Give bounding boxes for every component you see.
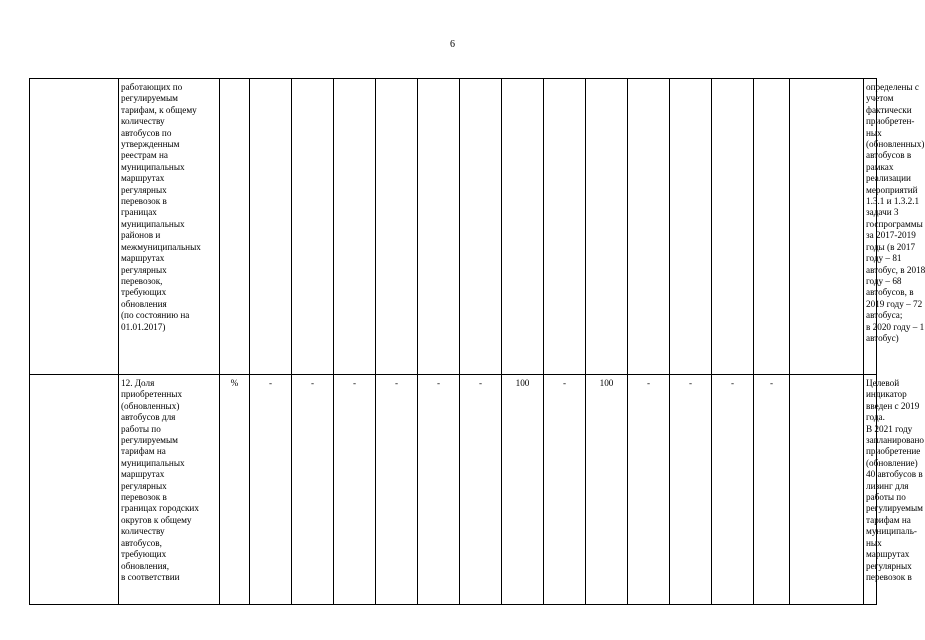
value-cell — [376, 79, 418, 375]
note-line: учетом — [866, 93, 894, 104]
value-cell: 100 — [586, 375, 628, 605]
value-cell: 100 — [502, 375, 544, 605]
indicator-line: реестрам на — [121, 150, 168, 161]
row-label-cell — [30, 375, 119, 605]
value-cell — [460, 79, 502, 375]
value-cell: - — [712, 375, 754, 605]
value-cell — [292, 79, 334, 375]
indicator-line: утвержденным — [121, 139, 180, 150]
value-cell — [790, 375, 864, 605]
value-cell — [586, 79, 628, 375]
value-cell — [502, 79, 544, 375]
note-line: регулируемым — [866, 503, 923, 514]
note-line: В 2021 году — [866, 423, 913, 434]
note-line: автобус, в 2018 — [866, 264, 925, 275]
value-cell — [754, 79, 790, 375]
note-line: автобуса; — [866, 310, 903, 321]
indicator-line: маршрутах — [121, 253, 165, 264]
note-line: рамках — [866, 161, 894, 172]
note-line: реализации — [866, 173, 911, 184]
indicator-line: работающих по — [121, 82, 183, 92]
note-line: работы по — [866, 492, 906, 503]
unit-cell — [220, 79, 250, 375]
note-line: 2019 году – 72 — [866, 298, 923, 309]
indicator-line: районов и — [121, 230, 161, 241]
note-line: фактически — [866, 104, 912, 115]
indicator-line: работы по — [121, 423, 161, 434]
indicator-line: перевозок в — [121, 492, 167, 503]
note-line: индикатор — [866, 389, 907, 400]
indicator-line: требующих — [121, 287, 167, 298]
note-line: году – 68 — [866, 275, 902, 286]
indicator-line: маршрутах — [121, 173, 165, 184]
indicator-line: (обновленных) — [121, 400, 180, 411]
value-cell: - — [460, 375, 502, 605]
value-cell: - — [670, 375, 712, 605]
indicator-line: регулируемым — [121, 435, 178, 446]
indicator-line: автобусов, — [121, 537, 162, 548]
indicator-line: муниципальных — [121, 218, 185, 229]
note-line: автобусов в — [866, 150, 912, 161]
page-number: 6 — [450, 39, 455, 50]
value-cell: - — [418, 375, 460, 605]
value-cell — [712, 79, 754, 375]
note-line: Целевой — [866, 378, 900, 388]
note-line: года. — [866, 412, 885, 423]
note-line: в 2020 году – 1 — [866, 321, 925, 332]
note-line: госпрограммы — [866, 218, 923, 229]
note-line: приобретение — [866, 446, 921, 457]
value-cell: - — [334, 375, 376, 605]
note-line: задачи 3 — [866, 207, 899, 218]
indicator-line: тарифам на — [121, 446, 166, 457]
value-cell — [334, 79, 376, 375]
indicator-line: автобусов для — [121, 412, 176, 423]
note-line: лизинг для — [866, 480, 909, 491]
table-row — [30, 375, 877, 605]
indicator-line: обновления — [121, 298, 167, 309]
note-line: приобретен- — [866, 116, 915, 127]
table-row — [30, 79, 877, 375]
indicator-line: тарифам, к общему — [121, 104, 197, 115]
note-line: годы (в 2017 — [866, 241, 916, 252]
value-cell — [628, 79, 670, 375]
note-line: 1.3.1 и 1.3.2.1 — [866, 196, 920, 207]
indicator-line: округов к общему — [121, 514, 192, 525]
value-cell: - — [544, 375, 586, 605]
value-cell: - — [376, 375, 418, 605]
indicator-cell — [119, 79, 220, 375]
indicator-line: регулярных — [121, 264, 167, 275]
note-line: году – 81 — [866, 253, 902, 264]
indicator-line: автобусов по — [121, 127, 172, 138]
indicator-line: муниципальных — [121, 161, 185, 172]
indicator-line: приобретенных — [121, 389, 183, 400]
note-line: автобус) — [866, 332, 899, 343]
value-cell — [544, 79, 586, 375]
value-cell: - — [250, 375, 292, 605]
indicator-line: количеству — [121, 116, 165, 127]
indicator-line: 01.01.2017) — [121, 321, 166, 332]
indicator-line: перевозок в — [121, 196, 167, 207]
note-line: муниципаль- — [866, 526, 917, 537]
note-line: ных — [866, 127, 882, 138]
note-line: мероприятий — [866, 184, 918, 195]
note-cell — [864, 375, 924, 605]
value-cell: - — [754, 375, 790, 605]
note-line: определены с — [866, 82, 919, 92]
note-line: (обновленных) — [866, 139, 925, 150]
indicator-line: регулярных — [121, 184, 167, 195]
indicator-line: количеству — [121, 526, 165, 537]
value-cell — [250, 79, 292, 375]
indicator-cell — [119, 375, 220, 605]
value-cell: - — [628, 375, 670, 605]
indicators-table — [29, 78, 925, 605]
value-cell — [790, 79, 864, 375]
indicator-line: регулируемым — [121, 93, 178, 104]
note-line: тарифам на — [866, 514, 911, 525]
indicator-line: границах — [121, 207, 157, 218]
note-line: 40 автобусов в — [866, 469, 923, 480]
note-line: регулярных — [866, 560, 912, 571]
indicator-line: 12. Доля — [121, 378, 155, 388]
indicator-line: границах городских — [121, 503, 199, 514]
unit-cell: % — [220, 375, 250, 605]
indicator-line: обновления, — [121, 560, 170, 571]
note-line: автобусов, в — [866, 287, 914, 298]
note-line: введен с 2019 — [866, 400, 920, 411]
note-line: маршрутах — [866, 549, 910, 560]
value-cell — [670, 79, 712, 375]
indicator-line: регулярных — [121, 480, 167, 491]
note-line: за 2017-2019 — [866, 230, 916, 241]
note-cell — [864, 79, 925, 375]
indicator-line: муниципальных — [121, 457, 185, 468]
indicator-line: маршрутах — [121, 469, 165, 480]
note-line: (обновление) — [866, 457, 918, 468]
indicator-line: требующих — [121, 549, 167, 560]
note-line: ных — [866, 537, 882, 548]
note-line: перевозок в — [866, 571, 912, 582]
indicator-line: в соответствии — [121, 571, 180, 582]
indicator-line: (по состоянию на — [121, 310, 190, 321]
row-label-cell — [30, 79, 119, 375]
value-cell: - — [292, 375, 334, 605]
indicator-line: межмуниципальных — [121, 241, 201, 252]
note-line: запланировано — [866, 435, 924, 446]
value-cell — [418, 79, 460, 375]
indicator-line: перевозок, — [121, 275, 163, 286]
